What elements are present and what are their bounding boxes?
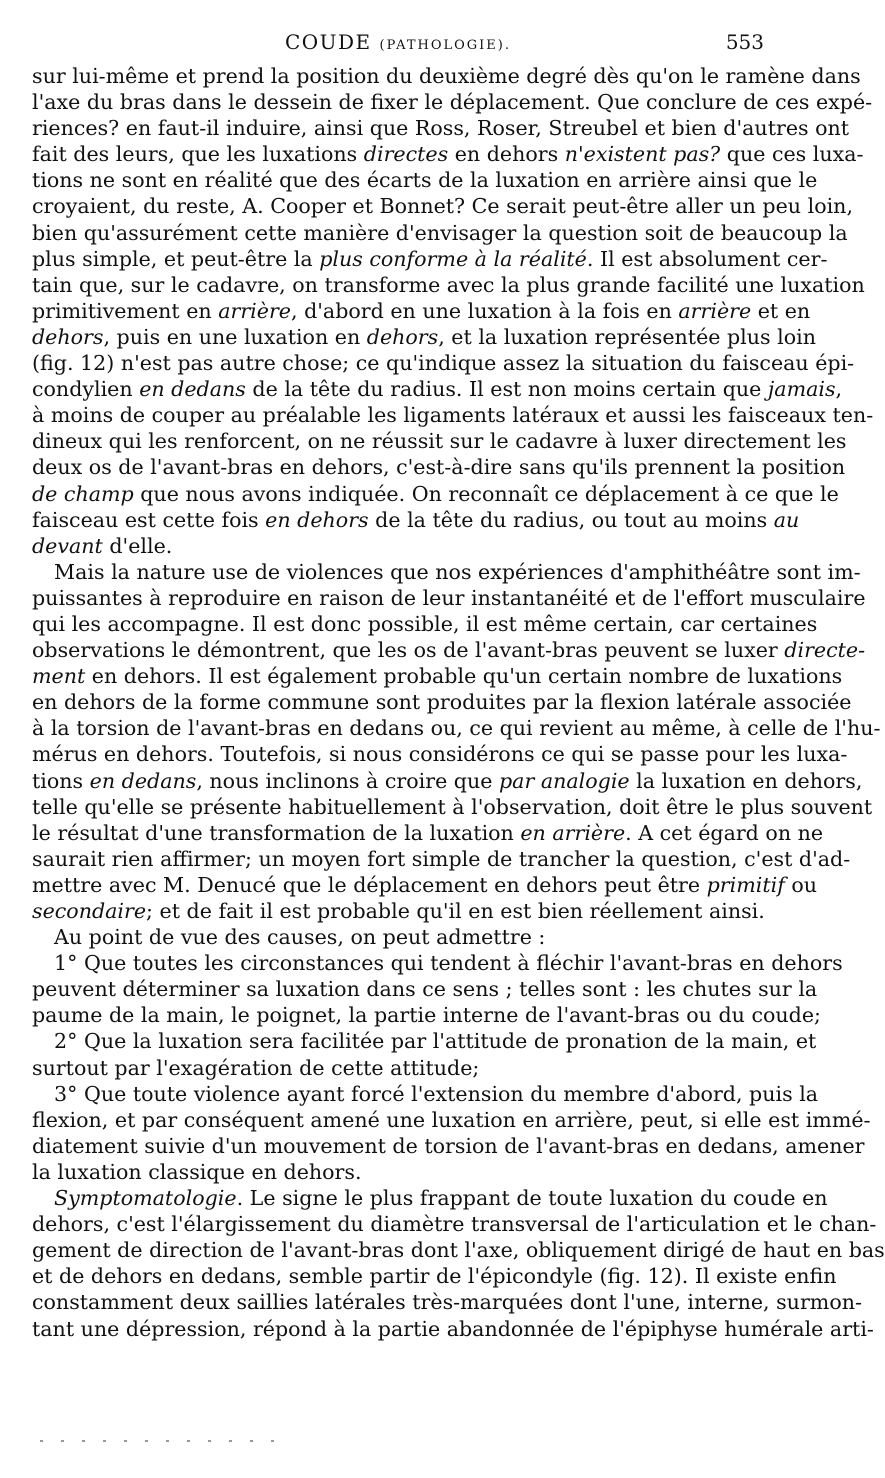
- body-text: [32, 63, 885, 1342]
- text-line: gement de direction de l'avant-bras dont l'axe, obliquement dirigé de haut en bas: [32, 1238, 885, 1263]
- text-line: dineux qui les renforcent, on ne réussit sur le cadavre à luxer directement les: [32, 429, 847, 454]
- text-line: le résultat d'une transformation de la luxation en arrière. A cet égard on ne: [32, 820, 824, 845]
- text-line: tions en dedans, nous inclinons à croire que par analogie la luxation en dehors,: [32, 768, 863, 793]
- text-line: (fig. 12) n'est pas autre chose; ce qu'indique assez la situation du faisceau épi-: [32, 351, 855, 376]
- running-title-subtitle: (PATHOLOGIE).: [379, 38, 512, 53]
- text-line: primitivement en arrière, d'abord en une luxation à la fois en arrière et en: [32, 298, 811, 323]
- text-line: 3° Que toute violence ayant forcé l'extension du membre d'abord, puis la: [54, 1081, 819, 1106]
- text-line: croyaient, du reste, A. Cooper et Bonnet? Ce serait peut-être aller un peu loin,: [32, 194, 853, 219]
- text-line: puissantes à reproduire en raison de leur instantanéité et de l'effort musculaire: [32, 585, 866, 610]
- text-line: Symptomatologie. Le signe le plus frappant de toute luxation du coude en: [54, 1186, 828, 1211]
- text-line: dehors, c'est l'élargissement du diamètre transversal de l'articulation et le chan-: [32, 1212, 877, 1237]
- page-number: 553: [725, 30, 764, 54]
- text-line: secondaire; et de fait il est probable qu'il en est bien réellement ainsi.: [32, 899, 765, 923]
- running-title-main: COUDE: [284, 30, 372, 54]
- text-line: surtout par l'exagération de cette attitude;: [32, 1055, 480, 1080]
- text-line: et de dehors en dedans, semble partir de l'épicondyle (fig. 12). Il existe enfin: [32, 1264, 837, 1289]
- text-line: tions ne sont en réalité que des écarts de la luxation en arrière ainsi que le: [32, 168, 818, 193]
- text-line: faisceau est cette fois en dehors de la tête du radius, ou tout au moins au: [32, 507, 800, 532]
- text-line: tain que, sur le cadavre, on transforme avec la plus grande facilité une luxation: [32, 272, 865, 297]
- text-line: de champ que nous avons indiquée. On reconnaît ce déplacement à ce que le: [32, 481, 839, 506]
- text-line: 1° Que toutes les circonstances qui tendent à fléchir l'avant-bras en dehors: [54, 951, 843, 976]
- text-line: mettre avec M. Denucé que le déplacement en dehors peut être primitif ou: [32, 872, 818, 897]
- text-line: peuvent déterminer sa luxation dans ce sens ; telles sont : les chutes sur la: [32, 977, 818, 1002]
- text-line: flexion, et par conséquent amené une luxation en arrière, peut, si elle est immé-: [32, 1107, 871, 1132]
- text-line: à moins de couper au préalable les ligaments latéraux et aussi les faisceaux ten-: [32, 403, 874, 428]
- text-line: paume de la main, le poignet, la partie interne de l'avant-bras ou du coude;: [32, 1003, 821, 1028]
- running-title: [32, 30, 764, 54]
- text-line: observations le démontrent, que les os de l'avant-bras peuvent se luxer directe-: [32, 638, 866, 663]
- text-line: diatement suivie d'un mouvement de torsion de l'avant-bras en dedans, amener: [32, 1133, 865, 1158]
- text-line: condylien en dedans de la tête du radius. Il est non moins certain que jamais,: [32, 377, 843, 402]
- text-line: fait des leurs, que les luxations directes en dehors n'existent pas? que ces luxa-: [32, 142, 864, 167]
- text-line: dehors, puis en une luxation en dehors, et la luxation représentée plus loin: [32, 324, 816, 349]
- text-line: riences? en faut-il induire, ainsi que Ross, Roser, Streubel et bien d'autres ont: [32, 116, 850, 141]
- text-line: devant d'elle.: [32, 533, 173, 558]
- text-line: tant une dépression, répond à la partie abandonnée de l'épiphyse humérale arti-: [32, 1316, 874, 1341]
- text-line: la luxation classique en dehors.: [32, 1159, 362, 1184]
- text-line: plus simple, et peut-être la plus conforme à la réalité. Il est absolument cer-: [32, 246, 828, 271]
- text-line: deux os de l'avant-bras en dehors, c'est-à-dire sans qu'ils prennent la position: [32, 455, 846, 480]
- text-line: en dehors de la forme commune sont produites par la flexion latérale associée: [32, 690, 852, 715]
- running-header: [32, 30, 764, 58]
- text-line: ment en dehors. Il est également probable qu'un certain nombre de luxations: [32, 664, 843, 689]
- text-line: mérus en dehors. Toutefois, si nous considérons ce qui se passe pour les luxa-: [32, 742, 848, 767]
- text-line: bien qu'assurément cette manière d'envisager la question soit de beaucoup la: [32, 220, 848, 245]
- text-line: sur lui-même et prend la position du deuxième degré dès qu'on le ramène dans: [32, 64, 861, 88]
- text-line: Au point de vue des causes, on peut admettre :: [54, 925, 546, 950]
- text-line: 2° Que la luxation sera facilitée par l'attitude de pronation de la main, et: [54, 1029, 817, 1054]
- text-line: Mais la nature use de violences que nos expériences d'amphithéâtre sont im-: [54, 559, 861, 584]
- text-line: à la torsion de l'avant-bras en dedans ou, ce qui revient au même, à celle de l'hu-: [32, 716, 881, 741]
- text-line: saurait rien affirmer; un moyen fort simple de trancher la question, c'est d'ad-: [32, 846, 851, 871]
- text-line: constamment deux saillies latérales très-marquées dont l'une, interne, surmon-: [32, 1290, 862, 1315]
- text-line: qui les accompagne. Il est donc possible, il est même certain, car certaines: [32, 611, 818, 636]
- text-line: l'axe du bras dans le dessein de fixer le déplacement. Que conclure de ces expé-: [32, 90, 873, 115]
- text-line: telle qu'elle se présente habituellement à l'observation, doit être le plus souvent: [32, 794, 873, 819]
- bottom-speckle: [40, 1437, 740, 1445]
